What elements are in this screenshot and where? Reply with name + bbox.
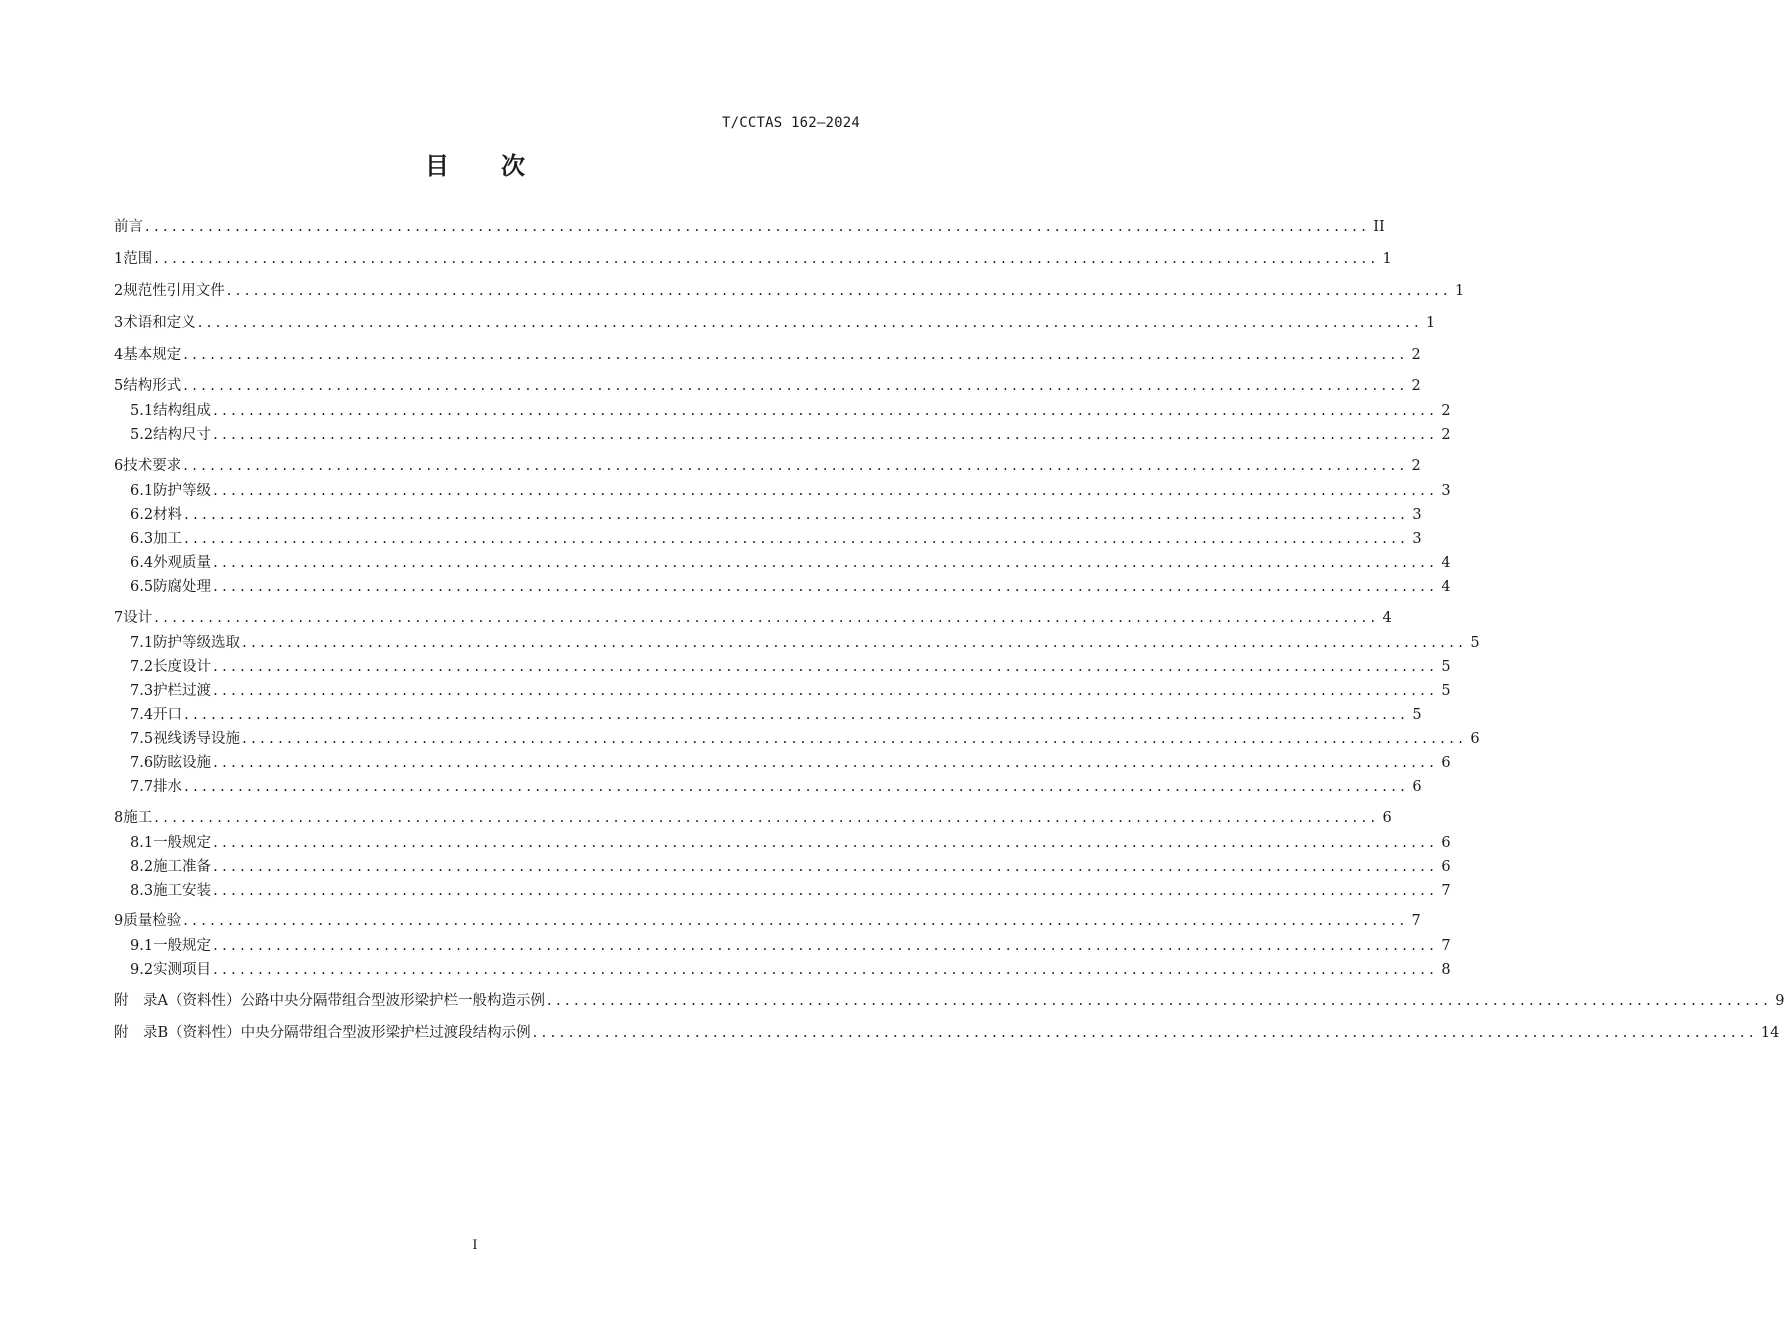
toc-entry[interactable] <box>130 856 1451 878</box>
toc-entry[interactable] <box>114 375 1421 397</box>
leader-dots: ........................................................................................................................................ <box>183 458 1409 474</box>
page-number: 1 <box>1425 315 1436 331</box>
leader-dots: ........................................................................................................................................ <box>242 731 1468 747</box>
toc-entry[interactable] <box>114 248 1392 270</box>
toc-entry[interactable] <box>130 776 1422 798</box>
section-number: 7 <box>114 610 124 626</box>
leader-dots: ........................................................................................................................................ <box>213 835 1439 851</box>
section-number: 8.2 <box>130 859 154 875</box>
section-title: 施工准备 <box>153 859 212 875</box>
footer-page-number: I <box>472 1238 478 1253</box>
section-number: 9.2 <box>130 962 154 978</box>
section-number: 5 <box>114 378 124 394</box>
section-title: 防眩设施 <box>153 755 212 771</box>
leader-dots: ........................................................................................................................................ <box>183 347 1409 363</box>
page-number: 1 <box>1454 283 1465 299</box>
section-title: 技术要求 <box>123 458 182 474</box>
section-title: 设计 <box>123 610 153 626</box>
section-number: 9 <box>114 913 124 929</box>
page-number: 7 <box>1441 883 1451 899</box>
title-part-2: 次 <box>501 152 525 180</box>
page-number: 6 <box>1470 731 1480 747</box>
page-number: 3 <box>1412 507 1422 523</box>
toc-entry-preface[interactable] <box>114 216 1385 238</box>
toc-entry[interactable] <box>130 576 1451 598</box>
section-number: 3 <box>114 315 124 331</box>
leader-dots: ........................................................................................................................................ <box>213 659 1439 675</box>
section-title: 施工 <box>123 810 153 826</box>
page-number: 3 <box>1441 483 1451 499</box>
page-number: 8 <box>1441 962 1451 978</box>
leader-dots: ........................................................................................................................................ <box>184 707 1410 723</box>
page-number: 6 <box>1412 779 1422 795</box>
page-number: 9 <box>1775 993 1784 1009</box>
leader-dots: ........................................................................................................................................ <box>154 810 1380 826</box>
page-number: 3 <box>1412 531 1422 547</box>
leader-dots: ........................................................................................................................................ <box>226 283 1452 299</box>
preface-label-b: 言 <box>128 219 143 235</box>
page-number: 6 <box>1441 859 1451 875</box>
page-number: 6 <box>1382 810 1392 826</box>
toc-entry[interactable] <box>114 312 1436 334</box>
section-title: 基本规定 <box>123 347 182 363</box>
title-part-1: 目 <box>425 152 449 180</box>
section-number: 9.1 <box>130 938 154 954</box>
section-title: 材料 <box>153 507 183 523</box>
section-number: 5.1 <box>130 403 154 419</box>
toc-entry[interactable] <box>114 607 1392 629</box>
page-number: 2 <box>1411 458 1421 474</box>
section-title: 加工 <box>153 531 183 547</box>
page-number: 4 <box>1441 579 1451 595</box>
page-title <box>0 146 950 181</box>
toc-entry[interactable] <box>130 656 1451 678</box>
page-number: 1 <box>1382 251 1392 267</box>
page-number: 5 <box>1441 659 1451 675</box>
page-number: 4 <box>1441 555 1451 571</box>
page-number: 2 <box>1441 403 1451 419</box>
toc-entry[interactable] <box>130 504 1422 526</box>
appendix-title: （资料性）公路中央分隔带组合型波形梁护栏一般构造示例 <box>167 993 545 1009</box>
page-number: 4 <box>1382 610 1392 626</box>
section-title: 结构形式 <box>123 378 182 394</box>
leader-dots: ........................................................................................................................................ <box>183 913 1409 929</box>
appendix-letter: B <box>157 1025 169 1041</box>
section-number: 1 <box>114 251 124 267</box>
appendix-title: （资料性）中央分隔带组合型波形梁护栏过渡段结构示例 <box>168 1025 531 1041</box>
section-number: 8.1 <box>130 835 154 851</box>
toc-entry[interactable] <box>130 935 1451 957</box>
leader-dots: ........................................................................................................................................ <box>213 962 1439 978</box>
toc-entry[interactable] <box>130 832 1451 854</box>
section-number: 6.2 <box>130 507 154 523</box>
section-number: 4 <box>114 347 124 363</box>
page-number: 2 <box>1411 347 1421 363</box>
toc-entry[interactable] <box>130 704 1422 726</box>
leader-dots: ........................................................................................................................................ <box>213 859 1439 875</box>
leader-dots: ........................................................................................................................................ <box>213 579 1439 595</box>
leader-dots: ........................................................................................................................................ <box>184 779 1410 795</box>
section-number: 7.7 <box>130 779 154 795</box>
leader-dots: ........................................................................................................................................ <box>213 483 1439 499</box>
section-title: 防护等级 <box>153 483 212 499</box>
leader-dots: ........................................................................................................................................ <box>532 1025 1758 1041</box>
page-number: 5 <box>1470 635 1480 651</box>
section-title: 范围 <box>123 251 153 267</box>
leader-dots: ........................................................................................................................................ <box>213 555 1439 571</box>
leader-dots: ........................................................................................................................................ <box>154 610 1380 626</box>
leader-dots: ........................................................................................................................................ <box>145 219 1371 235</box>
appendix-word: 附 录 <box>114 993 158 1009</box>
toc-entry[interactable] <box>130 480 1451 502</box>
toc-entry[interactable] <box>130 528 1422 550</box>
section-number: 7.2 <box>130 659 154 675</box>
section-number: 8.3 <box>130 883 154 899</box>
page-number: 14 <box>1760 1025 1780 1041</box>
toc-entry[interactable] <box>114 344 1421 366</box>
page-number: 2 <box>1411 378 1421 394</box>
appendix-word: 附 录 <box>114 1025 158 1041</box>
leader-dots: ........................................................................................................................................ <box>213 403 1439 419</box>
toc-entry[interactable] <box>130 880 1451 902</box>
section-number: 7.3 <box>130 683 154 699</box>
page-number: 7 <box>1411 913 1421 929</box>
section-title: 外观质量 <box>153 555 212 571</box>
leader-dots: ........................................................................................................................................ <box>183 378 1409 394</box>
page-number: 5 <box>1441 683 1451 699</box>
section-title: 施工安装 <box>153 883 212 899</box>
leader-dots: ........................................................................................................................................ <box>154 251 1380 267</box>
toc-entry[interactable] <box>130 728 1480 750</box>
leader-dots: ........................................................................................................................................ <box>213 683 1439 699</box>
section-number: 5.2 <box>130 427 154 443</box>
section-title: 实测项目 <box>153 962 212 978</box>
section-number: 6.4 <box>130 555 154 571</box>
toc-entry-appendix[interactable] <box>114 990 1784 1012</box>
section-title: 结构尺寸 <box>153 427 212 443</box>
toc-entry-appendix[interactable] <box>114 1022 1780 1044</box>
toc-entry[interactable] <box>130 632 1480 654</box>
toc-entry[interactable] <box>114 807 1392 829</box>
page-number: 7 <box>1441 938 1451 954</box>
page-number: 5 <box>1412 707 1422 723</box>
section-title: 防腐处理 <box>153 579 212 595</box>
leader-dots: ........................................................................................................................................ <box>546 993 1773 1009</box>
toc-entry[interactable] <box>130 552 1451 574</box>
section-number: 7.4 <box>130 707 154 723</box>
leader-dots: ........................................................................................................................................ <box>184 507 1410 523</box>
section-number: 7.5 <box>130 731 154 747</box>
section-title: 质量检验 <box>123 913 182 929</box>
leader-dots: ........................................................................................................................................ <box>213 427 1439 443</box>
toc-entry[interactable] <box>130 752 1451 774</box>
section-title: 排水 <box>153 779 183 795</box>
page-number: 2 <box>1441 427 1451 443</box>
section-title: 视线诱导设施 <box>153 731 241 747</box>
section-number: 7.1 <box>130 635 154 651</box>
toc-entry[interactable] <box>114 910 1421 932</box>
section-title: 护栏过渡 <box>153 683 212 699</box>
section-number: 7.6 <box>130 755 154 771</box>
toc-entry[interactable] <box>130 400 1451 422</box>
page-number: II <box>1373 219 1385 235</box>
page-number: 6 <box>1441 835 1451 851</box>
leader-dots: ........................................................................................................................................ <box>213 883 1439 899</box>
section-title: 一般规定 <box>153 835 212 851</box>
leader-dots: ........................................................................................................................................ <box>184 531 1410 547</box>
leader-dots: ........................................................................................................................................ <box>242 635 1468 651</box>
doc-code: T/CCTAS 162—2024 <box>721 115 860 131</box>
section-number: 2 <box>114 283 124 299</box>
section-number: 8 <box>114 810 124 826</box>
toc-entry[interactable] <box>114 455 1421 477</box>
appendix-letter: A <box>157 993 168 1009</box>
leader-dots: ........................................................................................................................................ <box>213 938 1439 954</box>
section-number: 6 <box>114 458 124 474</box>
toc-entry[interactable] <box>130 959 1451 981</box>
section-title: 一般规定 <box>153 938 212 954</box>
page-number: 6 <box>1441 755 1451 771</box>
leader-dots: ........................................................................................................................................ <box>197 315 1423 331</box>
section-title: 长度设计 <box>153 659 212 675</box>
section-title: 规范性引用文件 <box>123 283 225 299</box>
toc-entry[interactable] <box>130 680 1451 702</box>
leader-dots: ........................................................................................................................................ <box>213 755 1439 771</box>
section-number: 6.5 <box>130 579 154 595</box>
section-title: 术语和定义 <box>123 315 196 331</box>
preface-label-a: 前 <box>114 219 129 235</box>
section-number: 6.3 <box>130 531 154 547</box>
toc-entry[interactable] <box>130 424 1451 446</box>
section-title: 开口 <box>153 707 183 723</box>
section-title: 结构组成 <box>153 403 212 419</box>
section-title: 防护等级选取 <box>153 635 241 651</box>
section-number: 6.1 <box>130 483 154 499</box>
toc-entry[interactable] <box>114 280 1465 302</box>
